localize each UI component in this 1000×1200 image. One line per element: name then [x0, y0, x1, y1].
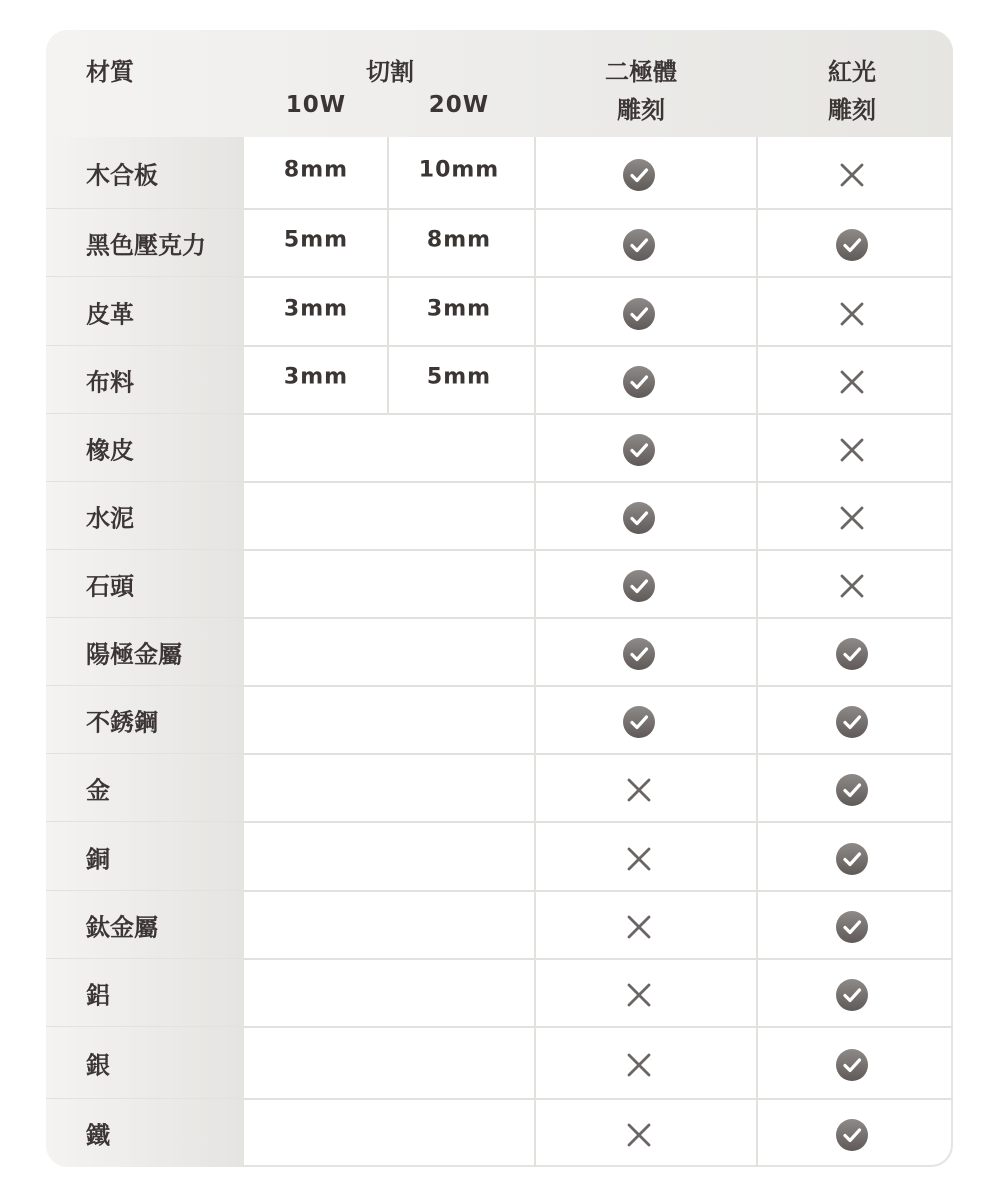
material-cell: [46, 754, 244, 822]
cross-icon: [835, 501, 869, 535]
header-diode-line2: 雕刻: [617, 96, 665, 124]
material-cell: [46, 1099, 244, 1167]
check-circle-icon: [835, 1118, 869, 1152]
column-divider: [534, 686, 536, 754]
column-divider: [756, 754, 758, 822]
check-circle-icon: [622, 158, 656, 192]
check-circle-icon: [835, 978, 869, 1012]
column-divider: [756, 550, 758, 618]
cut-10w-value: 3mm: [283, 296, 349, 321]
cut-column-divider: [387, 277, 389, 346]
material-label: 陽極金屬: [86, 640, 182, 669]
table-header: [46, 30, 953, 137]
table-row: [46, 754, 953, 822]
cross-icon: [622, 1048, 656, 1082]
material-label: 鋁: [86, 981, 110, 1010]
cut-column-divider: [387, 137, 389, 209]
table-row: [46, 891, 953, 959]
check-circle-icon: [835, 705, 869, 739]
cut-10w-value: 3mm: [283, 364, 349, 390]
column-divider: [534, 277, 536, 346]
check-circle-icon: [622, 228, 656, 262]
material-cell: [46, 346, 244, 414]
cross-icon: [835, 365, 869, 399]
table-row: [46, 822, 953, 891]
check-circle-icon: [622, 637, 656, 671]
check-circle-icon: [622, 501, 656, 535]
column-divider: [756, 959, 758, 1027]
material-label: 鐵: [86, 1121, 110, 1150]
cut-10w-value: 5mm: [283, 227, 349, 253]
column-divider: [756, 686, 758, 754]
header-10w: 10W: [285, 92, 347, 118]
cut-20w-value: 3mm: [426, 296, 492, 321]
material-label: 不銹鋼: [86, 708, 158, 737]
material-label: 金: [86, 776, 110, 805]
column-divider: [756, 822, 758, 891]
check-circle-icon: [622, 705, 656, 739]
column-divider: [756, 137, 758, 209]
column-divider: [756, 277, 758, 346]
cut-10w-value: 8mm: [283, 157, 349, 183]
material-cell: [46, 277, 244, 346]
table-row: [46, 686, 953, 754]
column-divider: [756, 1099, 758, 1167]
cross-icon: [622, 842, 656, 876]
cross-icon: [622, 978, 656, 1012]
table-row: [46, 1027, 953, 1099]
column-divider: [756, 1027, 758, 1099]
cut-column-divider: [387, 209, 389, 277]
cut-column-divider: [387, 346, 389, 414]
table-row: [46, 209, 953, 277]
material-cell: [46, 618, 244, 686]
header-diode-line1: 二極體: [605, 58, 677, 86]
column-divider: [756, 414, 758, 482]
table-row: [46, 1099, 953, 1167]
check-circle-icon: [622, 365, 656, 399]
material-label: 鈦金屬: [86, 913, 158, 942]
check-circle-icon: [622, 569, 656, 603]
material-cell: [46, 686, 244, 754]
material-label: 皮革: [86, 300, 134, 328]
cut-20w-value: 5mm: [426, 364, 492, 390]
column-divider: [534, 959, 536, 1027]
header-red-line1: 紅光: [828, 58, 876, 86]
check-circle-icon: [622, 297, 656, 331]
material-label: 石頭: [86, 572, 134, 601]
cut-20w-value: 8mm: [426, 227, 492, 253]
material-label: 黑色壓克力: [86, 231, 206, 260]
cut-20w-value: 10mm: [418, 157, 500, 183]
check-circle-icon: [622, 433, 656, 467]
cross-icon: [622, 910, 656, 944]
column-divider: [534, 754, 536, 822]
material-label: 布料: [86, 368, 134, 397]
cross-icon: [835, 297, 869, 331]
check-circle-icon: [835, 910, 869, 944]
column-divider: [756, 891, 758, 959]
column-divider: [534, 618, 536, 686]
column-divider: [756, 209, 758, 277]
material-label: 木合板: [86, 161, 158, 190]
header-material: 材質: [86, 58, 134, 86]
table-row: [46, 959, 953, 1027]
column-divider: [534, 891, 536, 959]
column-divider: [534, 822, 536, 891]
material-cell: [46, 550, 244, 618]
table-row: [46, 346, 953, 414]
material-cell: [46, 209, 244, 277]
check-circle-icon: [835, 228, 869, 262]
material-cell: [46, 482, 244, 550]
material-cell: [46, 959, 244, 1027]
column-divider: [534, 346, 536, 414]
check-circle-icon: [835, 842, 869, 876]
cross-icon: [622, 773, 656, 807]
column-divider: [534, 414, 536, 482]
material-label: 橡皮: [86, 436, 134, 465]
header-red-line2: 雕刻: [828, 96, 876, 124]
column-divider: [534, 1099, 536, 1167]
column-divider: [756, 618, 758, 686]
material-cell: [46, 822, 244, 891]
material-cell: [46, 1027, 244, 1099]
header-cutting: 切割: [366, 58, 414, 86]
material-compatibility-table: [46, 30, 953, 1167]
material-cell: [46, 891, 244, 959]
table-row: [46, 277, 953, 346]
table-row: [46, 414, 953, 482]
cross-icon: [835, 158, 869, 192]
material-cell: [46, 414, 244, 482]
cross-icon: [622, 1118, 656, 1152]
column-divider: [534, 137, 536, 209]
column-divider: [534, 550, 536, 618]
cross-icon: [835, 433, 869, 467]
table-row: [46, 137, 953, 209]
check-circle-icon: [835, 637, 869, 671]
material-label: 銅: [86, 845, 110, 873]
table-row: [46, 550, 953, 618]
table-row: [46, 618, 953, 686]
column-divider: [534, 482, 536, 550]
table-row: [46, 482, 953, 550]
header-20w: 20W: [428, 92, 490, 118]
check-circle-icon: [835, 773, 869, 807]
material-label: 銀: [86, 1051, 110, 1080]
cross-icon: [835, 569, 869, 603]
column-divider: [534, 1027, 536, 1099]
column-divider: [534, 209, 536, 277]
material-cell: [46, 137, 244, 209]
column-divider: [756, 482, 758, 550]
column-divider: [756, 346, 758, 414]
material-label: 水泥: [86, 504, 134, 533]
check-circle-icon: [835, 1048, 869, 1082]
